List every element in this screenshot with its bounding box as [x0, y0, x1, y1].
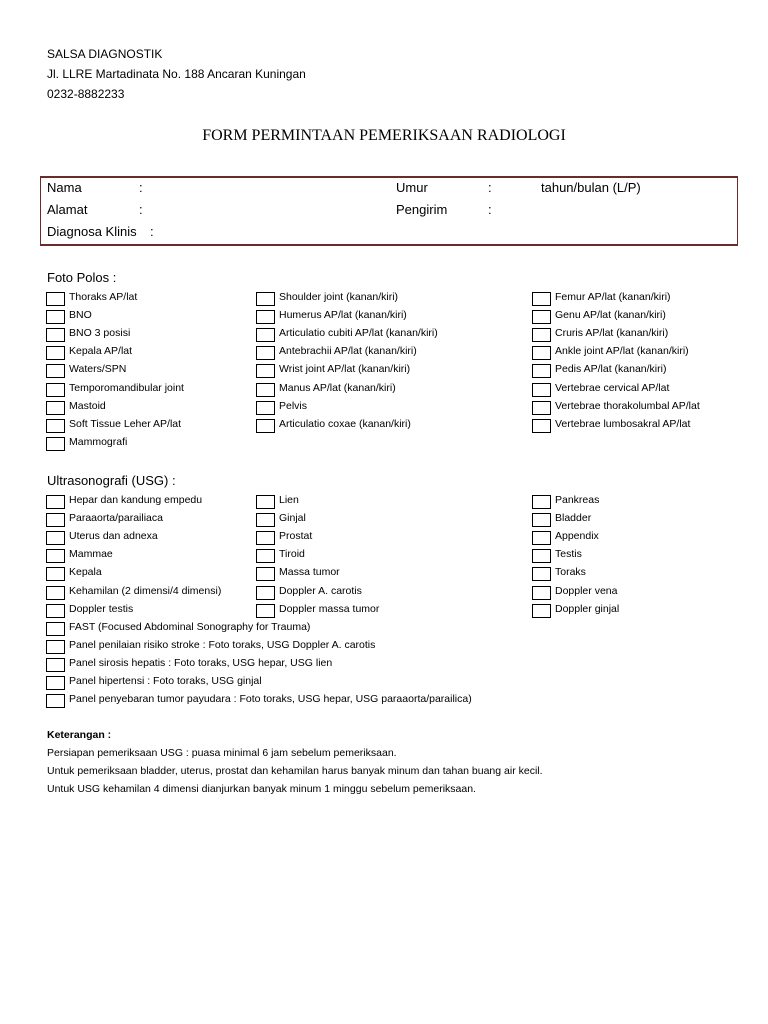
exam-checkbox[interactable]: [532, 346, 551, 360]
exam-label: Mammae: [69, 548, 113, 561]
usg-title: Ultrasonografi (USG) :: [47, 473, 176, 488]
exam-checkbox[interactable]: [256, 364, 275, 378]
exam-checkbox[interactable]: [46, 383, 65, 397]
exam-checkbox[interactable]: [532, 586, 551, 600]
exam-checkbox[interactable]: [532, 292, 551, 306]
exam-label: Panel penilaian risiko stroke : Foto toraks, USG Doppler A. carotis: [69, 639, 376, 652]
exam-checkbox[interactable]: [532, 549, 551, 563]
exam-checkbox[interactable]: [256, 531, 275, 545]
exam-label: Doppler vena: [555, 584, 618, 597]
exam-checkbox[interactable]: [46, 437, 65, 451]
exam-checkbox[interactable]: [532, 364, 551, 378]
exam-label: Uterus dan adnexa: [69, 530, 158, 543]
umur-label: Umur: [396, 180, 428, 195]
exam-label: Genu AP/lat (kanan/kiri): [555, 309, 666, 322]
clinic-phone: 0232-8882233: [47, 87, 125, 101]
exam-checkbox[interactable]: [532, 328, 551, 342]
exam-checkbox[interactable]: [256, 513, 275, 527]
exam-label: Bladder: [555, 512, 592, 525]
exam-label: Tiroid: [279, 548, 305, 561]
clinic-name: SALSA DIAGNOSTIK: [47, 47, 163, 61]
exam-checkbox[interactable]: [256, 346, 275, 360]
keterangan-title: Keterangan :: [47, 729, 112, 741]
exam-label: FAST (Focused Abdominal Sonography for Trauma): [69, 621, 311, 633]
exam-label: Paraaorta/parailiaca: [69, 512, 163, 525]
exam-checkbox[interactable]: [532, 383, 551, 397]
exam-checkbox[interactable]: [532, 310, 551, 324]
exam-checkbox[interactable]: [532, 567, 551, 581]
exam-label: Pedis AP/lat (kanan/kiri): [555, 363, 667, 376]
exam-label: Mammografi: [69, 435, 128, 448]
exam-label: Doppler massa tumor: [279, 602, 380, 615]
exam-label: Thoraks AP/lat: [69, 291, 138, 303]
alamat-label: Alamat: [47, 202, 88, 217]
exam-label: Doppler testis: [69, 602, 134, 615]
exam-checkbox[interactable]: [256, 419, 275, 433]
diagnosa-colon: :: [150, 224, 154, 239]
exam-checkbox[interactable]: [532, 401, 551, 415]
exam-checkbox[interactable]: [46, 419, 65, 433]
exam-label: Vertebrae lumbosakral AP/lat: [555, 417, 691, 430]
exam-label: Panel sirosis hepatis : Foto toraks, USG hepar, USG lien: [69, 657, 333, 670]
exam-checkbox[interactable]: [256, 549, 275, 563]
exam-checkbox[interactable]: [256, 383, 275, 397]
exam-checkbox[interactable]: [46, 531, 65, 545]
umur-colon: :: [488, 180, 492, 195]
exam-checkbox[interactable]: [256, 292, 275, 306]
exam-label: Temporomandibular joint: [69, 381, 184, 394]
exam-checkbox[interactable]: [46, 549, 65, 563]
exam-label: Shoulder joint (kanan/kiri): [279, 291, 399, 303]
exam-label: Kepala AP/lat: [69, 345, 133, 358]
exam-checkbox[interactable]: [46, 401, 65, 415]
exam-label: Articulatio cubiti AP/lat (kanan/kiri): [279, 327, 438, 340]
diagnosa-label: Diagnosa Klinis: [47, 224, 137, 239]
exam-label: Prostat: [279, 530, 313, 543]
exam-checkbox[interactable]: [46, 292, 65, 306]
keterangan-line: Untuk USG kehamilan 4 dimensi dianjurkan banyak minum 1 minggu sebelum pemeriksaan.: [47, 783, 476, 795]
exam-checkbox[interactable]: [46, 567, 65, 581]
exam-label: Cruris AP/lat (kanan/kiri): [555, 327, 669, 340]
exam-checkbox[interactable]: [46, 676, 65, 690]
exam-label: Kehamilan (2 dimensi/4 dimensi): [69, 584, 222, 597]
nama-label: Nama: [47, 180, 82, 195]
exam-label: Manus AP/lat (kanan/kiri): [279, 381, 396, 394]
exam-label: Doppler ginjal: [555, 602, 620, 615]
keterangan-line: Persiapan pemeriksaan USG : puasa minimal 6 jam sebelum pemeriksaan.: [47, 747, 397, 759]
foto-polos-title: Foto Polos :: [47, 270, 117, 285]
exam-label: Testis: [555, 548, 582, 561]
exam-checkbox[interactable]: [46, 364, 65, 378]
exam-label: Kepala: [69, 566, 102, 579]
exam-checkbox[interactable]: [256, 310, 275, 324]
exam-label: Mastoid: [69, 399, 106, 412]
exam-checkbox[interactable]: [46, 622, 65, 636]
exam-checkbox[interactable]: [46, 495, 65, 509]
exam-checkbox[interactable]: [256, 586, 275, 600]
exam-checkbox[interactable]: [532, 531, 551, 545]
exam-checkbox[interactable]: [532, 513, 551, 527]
exam-checkbox[interactable]: [46, 604, 65, 618]
exam-checkbox[interactable]: [256, 567, 275, 581]
exam-label: Toraks: [555, 566, 586, 579]
exam-checkbox[interactable]: [46, 694, 65, 708]
exam-checkbox[interactable]: [46, 513, 65, 527]
exam-checkbox[interactable]: [532, 604, 551, 618]
exam-label: Wrist joint AP/lat (kanan/kiri): [279, 363, 411, 376]
alamat-colon: :: [139, 202, 143, 217]
exam-checkbox[interactable]: [46, 640, 65, 654]
exam-label: Doppler A. carotis: [279, 584, 362, 597]
exam-label: Lien: [279, 494, 299, 506]
exam-checkbox[interactable]: [256, 495, 275, 509]
exam-label: Pelvis: [279, 399, 308, 412]
exam-label: Vertebrae cervical AP/lat: [555, 381, 670, 394]
exam-label: Ginjal: [279, 512, 306, 525]
exam-checkbox[interactable]: [46, 328, 65, 342]
exam-label: Panel hipertensi : Foto toraks, USG ginjal: [69, 675, 262, 688]
exam-checkbox[interactable]: [532, 495, 551, 509]
exam-label: Articulatio coxae (kanan/kiri): [279, 417, 411, 430]
exam-label: Ankle joint AP/lat (kanan/kiri): [555, 345, 689, 358]
exam-label: Appendix: [555, 530, 599, 543]
exam-checkbox[interactable]: [256, 604, 275, 618]
exam-label: BNO 3 posisi: [69, 327, 131, 340]
clinic-address: Jl. LLRE Martadinata No. 188 Ancaran Kuningan: [47, 67, 306, 81]
pengirim-colon: :: [488, 202, 492, 217]
form-title: FORM PERMINTAAN PEMERIKSAAN RADIOLOGI: [202, 127, 566, 144]
exam-checkbox[interactable]: [46, 310, 65, 324]
exam-checkbox[interactable]: [46, 586, 65, 600]
exam-label: Humerus AP/lat (kanan/kiri): [279, 309, 407, 322]
pengirim-label: Pengirim: [396, 202, 448, 217]
exam-label: Waters/SPN: [69, 363, 127, 376]
nama-colon: :: [139, 180, 143, 195]
exam-label: BNO: [69, 309, 92, 322]
keterangan-line: Untuk pemeriksaan bladder, uterus, prostat dan kehamilan harus banyak minum dan tahan buang air kecil.: [47, 765, 543, 777]
exam-checkbox[interactable]: [256, 328, 275, 342]
exam-checkbox[interactable]: [532, 419, 551, 433]
exam-label: Hepar dan kandung empedu: [69, 494, 203, 506]
exam-label: Femur AP/lat (kanan/kiri): [555, 291, 671, 303]
exam-label: Antebrachii AP/lat (kanan/kiri): [279, 345, 417, 358]
exam-checkbox[interactable]: [256, 401, 275, 415]
umur-unit: tahun/bulan (L/P): [541, 180, 641, 195]
exam-label: Vertebrae thorakolumbal AP/lat: [555, 399, 700, 412]
exam-label: Panel penyebaran tumor payudara : Foto toraks, USG hepar, USG paraaorta/parailica): [69, 693, 472, 706]
exam-label: Massa tumor: [279, 566, 340, 579]
exam-checkbox[interactable]: [46, 346, 65, 360]
exam-label: Pankreas: [555, 494, 600, 506]
exam-label: Soft Tissue Leher AP/lat: [69, 417, 182, 430]
exam-checkbox[interactable]: [46, 658, 65, 672]
